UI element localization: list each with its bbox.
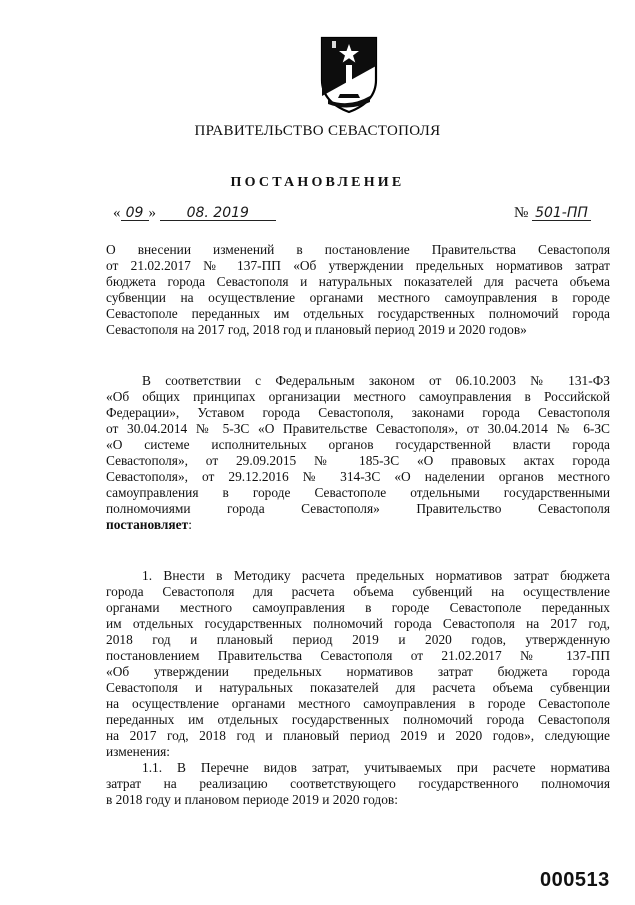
clause-line: изменения: (106, 744, 171, 759)
sevastopol-coat-of-arms (318, 36, 380, 114)
decree-date (113, 205, 276, 222)
sheet-number: 000513 (540, 869, 610, 891)
clause-line: города Севастополя для расчета объема субвенций на осуществление (106, 584, 610, 599)
preamble-line: В соответствии с Федеральным законом от 06.10.2003 № 131-ФЗ (142, 373, 610, 388)
preamble-line: от 30.04.2014 № 5-ЗС «О Правительстве Севастополя», от 30.04.2014 № 6-ЗС (106, 421, 610, 436)
subclause-line: в 2018 году и плановом периоде 2019 и 2020 годов: (106, 792, 398, 807)
preamble-line: Федерации», Уставом города Севастополя, законами города Севастополя (106, 405, 610, 420)
clause-line: постановлением Правительства Севастополя от 21.02.2017 № 137-ПП (106, 648, 610, 663)
subclause-line: 1.1. В Перечне видов затрат, учитываемых при расчете норматива (142, 760, 610, 775)
clause-1 (106, 568, 610, 808)
subject-line: бюджета города Севастополя и натуральных показателей для расчета объема (106, 274, 610, 289)
resolves-word: постановляет (106, 517, 189, 532)
preamble-line: Севастополя», от 29.12.2016 № 314-ЗС «О наделении органов местного (106, 469, 610, 484)
government-name: ПРАВИТЕЛЬСТВО СЕВАСТОПОЛЯ (194, 123, 441, 139)
subject-line: субвенции на осуществление органами местного самоуправления в городе (106, 290, 610, 305)
clause-line: Севастополя и натуральных показателей для расчета объема субвенции (106, 680, 610, 695)
date-close-quote: » (148, 205, 156, 221)
date-day: 09 (121, 206, 149, 221)
date-month-year: 08. 2019 (160, 206, 276, 221)
clause-line: 2018 год и плановый период 2019 и 2020 годов, утвержденную (106, 632, 610, 647)
decree-subject (106, 242, 610, 338)
subject-line: Севастополе переданных им отдельных государственных полномочий города (106, 306, 610, 321)
clause-line: органами местного самоуправления в городе Севастополе переданных (106, 600, 610, 615)
subject-line: от 21.02.2017 № 137-ПП «Об утверждении предельных нормативов затрат (106, 258, 610, 273)
decree-number (514, 205, 591, 222)
preamble-line: самоуправления в городе Севастополе отдельными государственными (106, 485, 610, 500)
preamble-line: Севастополя», от 29.09.2015 № 185-ЗС «О правовых актах города (106, 453, 610, 468)
preamble-line: «Об общих принципах организации местного самоуправления в Российской (106, 389, 610, 404)
number-sign: № (514, 205, 529, 221)
subject-line: О внесении изменений в постановление Правительства Севастополя (106, 242, 610, 257)
clause-line: «Об утверждении предельных нормативов затрат бюджета города (106, 664, 610, 679)
preamble-line: «О системе исполнительных органов государственной власти города (106, 437, 610, 452)
preamble-line: полномочиями города Севастополя» Правительство Севастополя (106, 501, 610, 516)
resolves-line (106, 517, 610, 533)
preamble-paragraph (106, 373, 610, 533)
document-type: ПОСТАНОВЛЕНИЕ (230, 175, 405, 190)
clause-line: на 2017 год, 2018 год и плановый период 2019 и 2020 годов», следующие (106, 728, 610, 743)
subject-line: Севастополя на 2017 год, 2018 год и плановый период 2019 и 2020 годов» (106, 322, 527, 337)
resolves-punct: : (188, 517, 192, 532)
subclause-line: затрат на реализацию соответствующего государственного полномочия (106, 776, 610, 791)
date-open-quote: « (113, 205, 121, 221)
clause-line: переданных им отдельных государственных полномочий города Севастополя (106, 712, 610, 727)
clause-line: 1. Внести в Методику расчета предельных нормативов затрат бюджета (142, 568, 610, 583)
clause-line: им отдельных государственных полномочий города Севастополя на 2017 год, (106, 616, 610, 631)
clause-line: на осуществление органами местного самоуправления в городе Севастополе (106, 696, 610, 711)
number-value: 501-ПП (532, 206, 591, 221)
